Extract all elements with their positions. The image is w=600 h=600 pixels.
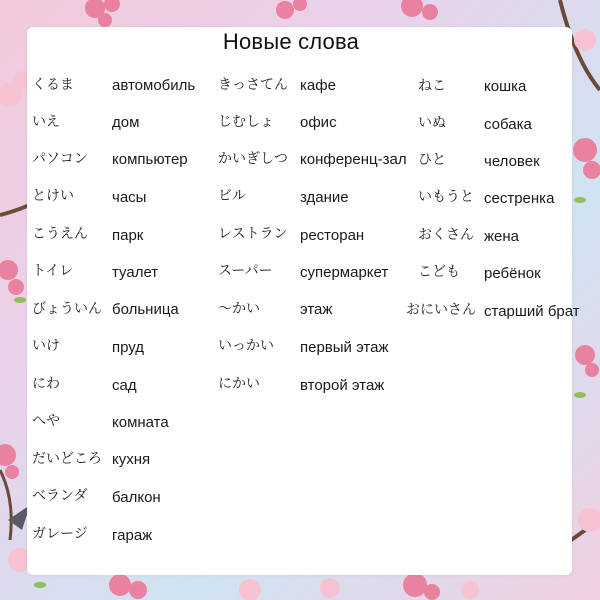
page-title: Новые слова [222,29,360,54]
jp-word: にかい [218,376,260,392]
ru-translation: жена [484,228,520,245]
jp-word: おにいさん [406,302,476,318]
ru-translation: собака [484,116,532,133]
ru-translation: сад [112,377,137,394]
jp-word: きっさてん [218,77,288,93]
ru-translation: супермаркет [300,264,389,281]
jp-word: へや [32,413,60,429]
jp-word: いぬ [418,115,446,131]
ru-translation: часы [112,189,147,206]
ru-translation: этаж [300,301,333,318]
jp-word: ねこ [418,78,446,94]
ru-translation: человек [484,153,540,170]
jp-word: くるま [32,77,74,93]
ru-translation: автомобиль [112,77,196,94]
ru-translation: кухня [112,451,151,468]
jp-word: じむしょ [218,114,274,130]
ru-translation: парк [112,227,144,244]
ru-translation: больница [112,301,179,318]
jp-word: 〜かい [218,301,260,317]
jp-word: トイレ [32,263,74,279]
jp-word: ひと [418,152,446,168]
jp-word: おくさん [418,227,474,243]
jp-word: こうえん [32,226,88,242]
ru-translation: дом [112,114,140,131]
jp-word: ベランダ [32,488,88,504]
jp-word: いっかい [218,338,274,354]
ru-translation: старший брат [484,303,580,320]
ru-translation: ресторан [300,227,365,244]
jp-word: パソコン [32,151,88,167]
jp-word: スーパー [218,263,273,279]
jp-word: いもうと [418,189,474,205]
ru-translation: второй этаж [300,377,385,394]
ru-translation: балкон [112,489,161,506]
jp-word: ビル [218,188,246,204]
ru-translation: туалет [112,264,159,281]
ru-translation: первый этаж [300,339,389,356]
jp-word: こども [418,264,460,280]
jp-word: かいぎしつ [218,151,288,167]
ru-translation: кафе [300,77,336,94]
ru-translation: здание [300,189,349,206]
ru-translation: кошка [484,78,527,95]
jp-word: とけい [32,188,74,204]
ru-translation: комната [112,414,169,431]
jp-word: いえ [32,114,60,130]
ru-translation: пруд [112,339,145,356]
ru-translation: гараж [112,527,153,544]
ru-translation: ребёнок [484,265,541,282]
jp-word: だいどころ [32,451,102,467]
jp-word: いけ [32,338,60,354]
jp-word: レストラン [218,226,288,242]
ru-translation: офис [300,114,337,131]
jp-word: びょういん [32,301,102,317]
ru-translation: конференц-зал [300,151,407,168]
jp-word: にわ [32,376,60,392]
jp-word: ガレージ [32,526,88,542]
ru-translation: сестренка [484,190,555,207]
ru-translation: компьютер [112,151,188,168]
